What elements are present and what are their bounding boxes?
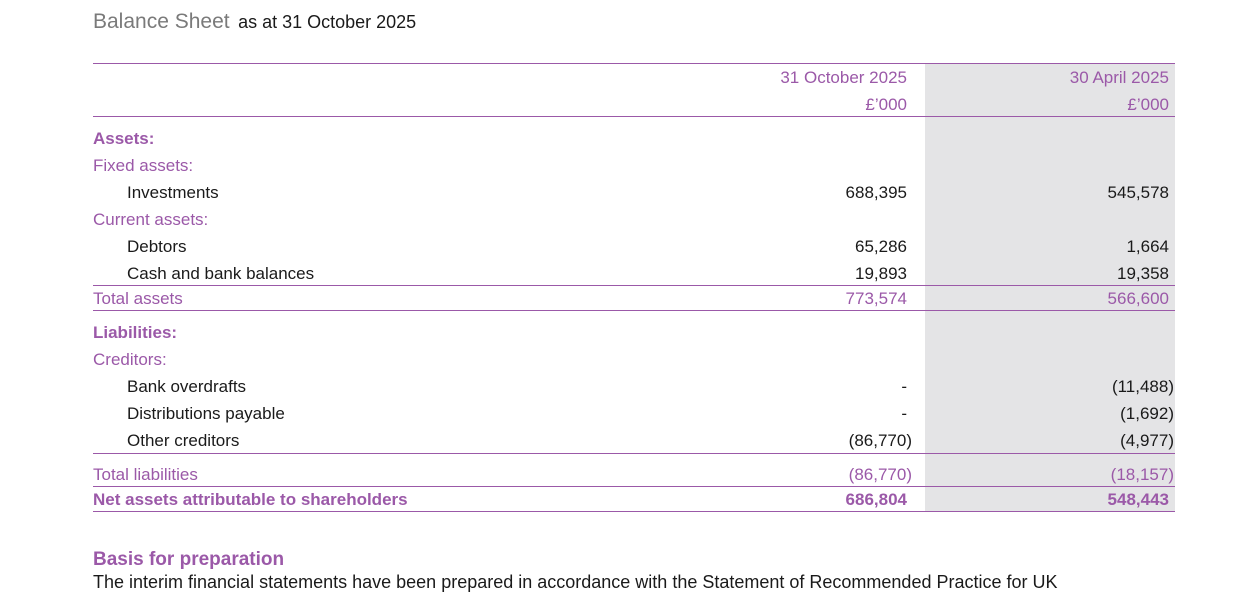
distributions-payable-value-current: -	[901, 404, 907, 423]
cash-row	[93, 260, 1175, 287]
col2-date: 30 April 2025	[1069, 68, 1169, 87]
other-creditors-value-prior: (4,977)	[1120, 431, 1174, 450]
col1-unit: £’000	[865, 95, 907, 114]
total-assets-value-prior: 566,600	[1107, 289, 1169, 308]
debtors-row	[93, 233, 1175, 260]
distributions-payable-row	[93, 400, 1175, 427]
basis-heading: Basis for preparation	[93, 549, 285, 570]
investments-row	[93, 179, 1175, 206]
current-assets-label: Current assets:	[93, 210, 209, 229]
investments-value-prior: 545,578	[1107, 183, 1169, 202]
title-subtitle: as at 31 October 2025	[238, 12, 417, 32]
other-creditors-value-current: (86,770)	[848, 431, 912, 450]
creditors-row	[93, 346, 1175, 373]
net-assets-value-prior: 548,443	[1107, 490, 1169, 509]
debtors-value-current: 65,286	[855, 237, 907, 256]
assets-heading-row	[93, 125, 1175, 152]
total-assets-value-current: 773,574	[845, 289, 907, 308]
assets-heading: Assets:	[93, 129, 155, 148]
creditors-label: Creditors:	[93, 350, 167, 369]
bank-overdrafts-value-current: -	[901, 377, 907, 396]
column-header-dates	[93, 64, 1175, 91]
total-liabilities-value-prior: (18,157)	[1110, 465, 1174, 484]
total-assets-row	[93, 285, 1175, 312]
basis-paragraph: The interim financial statements have been prepared in accordance with the Statement of Recommended Practice for UK	[93, 572, 1058, 592]
other-creditors-row	[93, 427, 1175, 454]
other-creditors-label: Other creditors	[127, 431, 240, 450]
total-liabilities-label: Total liabilities	[93, 465, 198, 484]
current-assets-row	[93, 206, 1175, 233]
bank-overdrafts-label: Bank overdrafts	[127, 377, 247, 396]
bank-overdrafts-value-prior: (11,488)	[1111, 377, 1174, 396]
net-assets-row	[93, 486, 1175, 513]
bank-overdrafts-row	[93, 373, 1175, 400]
liabilities-heading-row	[93, 319, 1175, 346]
cash-label: Cash and bank balances	[127, 264, 315, 283]
col1-date: 31 October 2025	[780, 68, 907, 87]
table-bottom-rule	[93, 511, 1175, 512]
title-main: Balance Sheet	[93, 10, 230, 33]
cash-value-current: 19,893	[855, 264, 907, 283]
net-assets-value-current: 686,804	[845, 490, 907, 509]
liabilities-heading: Liabilities:	[93, 323, 178, 342]
distributions-payable-value-prior: (1,692)	[1120, 404, 1174, 423]
total-liabilities-top-rule	[93, 453, 1175, 454]
net-assets-label: Net assets attributable to shareholders	[93, 490, 408, 509]
investments-label: Investments	[127, 183, 219, 202]
fixed-assets-label: Fixed assets:	[93, 156, 194, 175]
total-assets-label: Total assets	[93, 289, 183, 308]
column-header-units	[93, 91, 1175, 118]
page-title	[93, 10, 416, 34]
debtors-label: Debtors	[127, 237, 187, 256]
col2-unit: £’000	[1127, 95, 1169, 114]
debtors-value-prior: 1,664	[1126, 237, 1169, 256]
cash-value-prior: 19,358	[1117, 264, 1169, 283]
distributions-payable-label: Distributions payable	[127, 404, 285, 423]
fixed-assets-row	[93, 152, 1175, 179]
total-assets-bottom-rule	[93, 310, 1175, 311]
total-liabilities-row	[93, 461, 1175, 488]
total-liabilities-value-current: (86,770)	[848, 465, 912, 484]
investments-value-current: 688,395	[845, 183, 907, 202]
